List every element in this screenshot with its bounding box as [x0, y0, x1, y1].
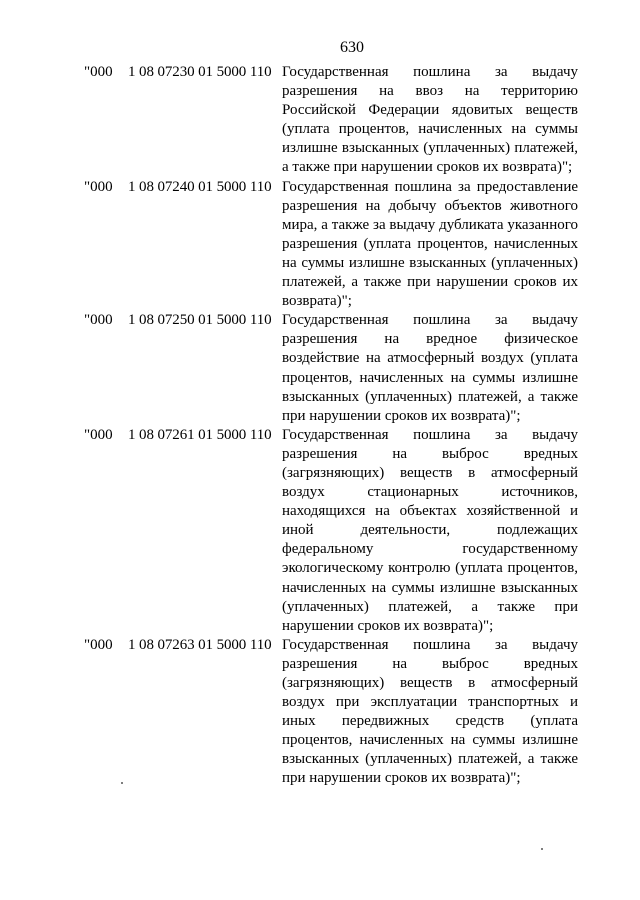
page-number: 630: [340, 39, 364, 56]
code-description: Государственная пошлина за выдачу разрешения на выброс вредных (загрязняющих) веществ в атмосферный воздух стационарных источников, находящихся на объектах хозяйственной и иной деятельности, подлежащих федеральному государственному экологическому контролю (уплата процентов, начисленных на суммы излишне взысканных (уплаченных) платежей, а также при нарушении сроков их возврата)";: [282, 426, 578, 634]
budget-classification-code: 1 08 07263 01 5000 110: [128, 636, 272, 653]
list-item: [84, 636, 584, 789]
list-item: [84, 426, 584, 636]
budget-classification-code: 1 08 07240 01 5000 110: [128, 178, 272, 195]
budget-classification-code: 1 08 07230 01 5000 110: [128, 64, 272, 80]
code-prefix: "000: [84, 64, 113, 80]
code-prefix: "000: [84, 178, 113, 195]
scan-speck: [121, 782, 123, 784]
budget-classification-code: 1 08 07250 01 5000 110: [128, 312, 272, 329]
code-description: Государственная пошлина за выдачу разрешения на ввоз на территорию Российской Федерации ядовитых веществ (уплата процентов, начисленных на суммы излишне взысканных (уплаченных) платежей, а также при нарушении сроков их возврата)";: [282, 64, 578, 176]
list-item: [84, 178, 584, 312]
budget-code-list: [84, 63, 584, 789]
code-description: Государственная пошлина за предоставление разрешения на добычу объектов животного мира, а также за выдачу дубликата указанного разрешения (уплата процентов, начисленных на суммы излишне взысканных (уплаченных) платежей, а также при нарушении сроков их возврата)";: [282, 178, 578, 310]
code-description: Государственная пошлина за выдачу разрешения на выброс вредных (загрязняющих) веществ в атмосферный воздух при эксплуатации транспортных и иных передвижных средств (уплата процентов, начисленных на суммы излишне взысканных (уплаченных) платежей, а также при нарушении сроков их возврата)";: [282, 636, 578, 787]
scan-speck: [541, 848, 543, 850]
budget-classification-code: 1 08 07261 01 5000 110: [128, 426, 272, 443]
code-description: Государственная пошлина за выдачу разрешения на вредное физическое воздействие на атмосферный воздух (уплата процентов, начисленных на суммы излишне взысканных (уплаченных) платежей, а также при нарушении сроков их возврата)";: [282, 312, 578, 424]
code-prefix: "000: [84, 312, 113, 329]
code-prefix: "000: [84, 636, 113, 653]
list-item: [84, 311, 584, 426]
list-item: [84, 63, 584, 178]
code-prefix: "000: [84, 426, 113, 443]
